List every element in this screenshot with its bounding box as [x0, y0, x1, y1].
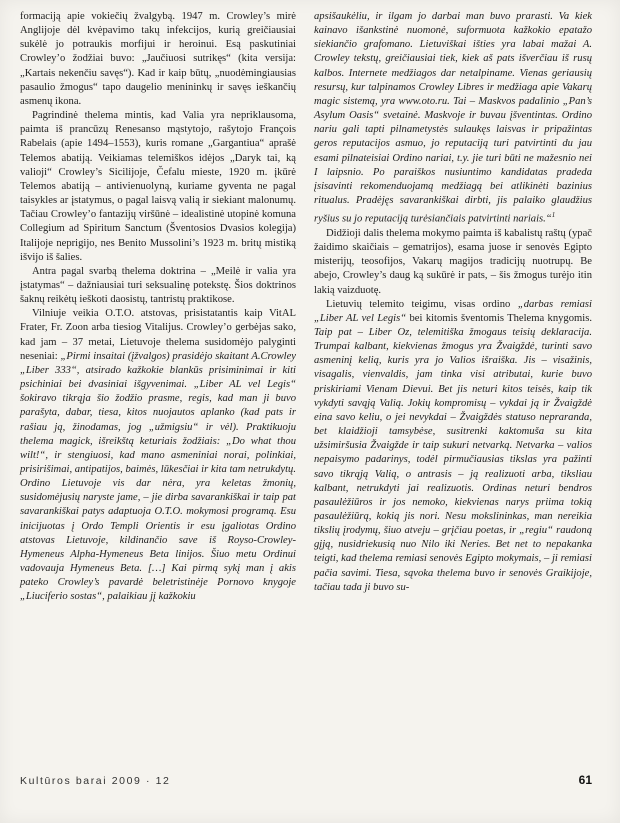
- quote-italic: Taip pat – Liber Oz, telemitiška žmogaus teisių deklaracija. Trumpai kalbant, kiekvienas žmogus yra Žvaigždė, turinti savo asmeninį kelią, kuris yra jo Valios išraiška. Jis – visažinis, visagalis, vienvaldis, jam tinka visi atributai, kurie buvo priskiriami Vienam Dievui. Bet jis neturi kitos teisės, kaip tik vykdyti savąją Valią. Jokių kompromisų – vykdai ją ir Žvaigždė eina savo keliu, o jei nevykdai – Žvaigždės statuso nepraranda, bet klaidžioji tamsybėse, susitrenki kaktomuša su kita užsimiršusia Žvaigžde ir taip sukuri netvarką. Netvarka – valios nepaisymo padarinys, todėl pirmučiausias tikslas yra pažinti savo tikrąją Valią, o antrasis – ją realizuoti arba, tiksliau kalbant, netrukdyti jai realizuotis. Ordinas neturi bendros pasaulėžiūros ir jos nemoko, kiekvienas narys priima tokią pasaulėžiūrą, kokią jis nori. Nesu mokslininkas, man nereikia tikslių įrodymų, šiuo atveju – grįčiau poetas, ir „regiu“ raudoną gįją, nusidriekusią nuo Nilo iki Neries. Bet net to nepakanka teigti, kad thelema remiasi senovės Egipto mokymais, – ji remiasi pačia savimi. Tiesa, sąvoka thelema buvo ir senovės Graikijoje, tačiau tada ji buvo su-: [314, 326, 592, 593]
- text-run: bei kitomis šventomis Thelema knygomis.: [406, 312, 592, 324]
- magazine-issue-label: Kultūros barai 2009 · 12: [20, 775, 171, 787]
- text-run: apsišaukėliu, ir ilgam jo darbai man buvo prarasti. Va kiek kainavo išankstinė nuomonė, suformuota kažkokio epatažo siekiančio grafomano. Lietuviškai išties yra labai mažai A. Crowley tekstų, greičiausiai tiek, kiek aš pats išverčiau iš rusų kalbos. Internete medžiagos dar netalpiname. Vienas geriausių resursų, kur talpinamos Crowley Libres ir medžiaga apie Vakarų magic sistemą, yra www.oto.ru. Tai – Maskvos padalinio „Pan’s Asylum Oasis“ svetainė. Maskvoje ir buvau įšventintas. Ordino nariu gali tapti pilnametystės sulaukęs laisvas ir pripažintas geros reputacijos asmuo, jo reputaciją turi patvirtinti du jau esami pilnateisiai Ordino nariai, t.y. jie turi būti ne mažesnio nei I laipsnio. Po paraiškos nusiuntimo kandidatas pradeda įsisavinti rekomenduojamą medžiagą bei atlikinėti bazinius ritualus. Pradėjęs savarankiškai dirbti, jis palaiko glaudžius ryšius su jo reputaciją turėsiančiais patvirtinti nariais.“: [314, 11, 592, 225]
- paragraph: Antra pagal svarbą thelema doktrina – „Meilė ir valia yra įstatymas“ – dažniausiai turi seksualinę potekstę. Šios doktrinos šaknų reikėtų ieškoti daosistų, tantristų praktikose.: [20, 265, 296, 306]
- paragraph: Didžioji dalis thelema mokymo paimta iš kabalistų raštų (ypač žaidimo skaičiais – gematrijos), esama juose ir senovės Egipto misterijų, teosofijos, Vakarų magijos tradicijų nuotrupų. Be abejo, Crowley’s daug ką sukūrė ir pats, – šis žmogus turėjo itin lakią vaizduotę.: [314, 227, 592, 296]
- left-text-column: [20, 10, 296, 605]
- paragraph: [314, 298, 592, 595]
- paragraph: [20, 307, 296, 604]
- right-text-column: [314, 10, 592, 595]
- quote-italic: „darbas remiasi „Liber AL vel Legis“: [314, 298, 592, 324]
- paragraph: formaciją apie vokiečių žvalgybą. 1947 m. Crowley’s mirė Anglijoje dėl kvėpavimo takų infekcijos, kurią greičiausiai sukėlė jo potraukis morfijui ir heroinui. Esą paskutiniai Crowley’o žodžiai buvo: „Jaučiuosi sutrikęs“ (kita versija: „Kartais nekenčiu savęs“). Kad ir kaip būtų, „nuodėmingiausias pasaulio žmogus“ tapo daugelio menininkų ir savęs ieškančių asmenų ikona.: [20, 11, 296, 107]
- paragraph: Pagrindinė thelema mintis, kad Valia yra nepriklausoma, paimta iš prancūzų Renesanso mąstytojo, rašytojo François Rabelais (apie 1494–1553), kuris romane „Gargantiua“ aprašė Telemos abatiją. Veikiamas telemiškos idėjos „Daryk tai, ką valioji“ Crowley’s Sicilijoje, Čefalu mieste, 1920 m. įkūrė Telemos abatiją – antivienuolyną, kuriame gyventa ne pagal taisykles ar įstatymus, o pagal laisvą valią ir siekiant malonumų. Tačiau Crowley’o fantazijų viršūnė – idealistinė utopinė komuna Collegium ad Spiritum Sanctum (Šventosios Dvasios kolegija) Italijoje neprigijo, nes Benito Mussolini’s 1923 m. britų mistiką išvijo iš šalies.: [20, 110, 296, 263]
- page-number: 61: [578, 773, 592, 787]
- footnote-marker: 1: [551, 211, 556, 220]
- text-run: Vilniuje veikia O.T.O. atstovas, prisistatantis kaip VitAL Frater, Fr. Zoon arba tiesiog Vitalijus. Crowley’o gerbėjas sako, kad jam – 37 metai, Lietuvoje thelema susidomėjo palyginti neseniai:: [20, 308, 296, 362]
- paragraph-quote-continuation: [314, 10, 592, 227]
- text-run: Lietuvių telemito teigimu, visas ordino: [326, 298, 518, 310]
- quote-italic: „Pirmi insaitai (įžvalgos) prasidėjo skaitant A.Crowley „Liber 333“, atsirado kažkokie blankūs prisiminimai ir kiti psichiniai bei dvasiniai išgyvenimai. „Liber AL vel Legis“ šokiravo tikrąja šio žodžio prasme, regis, kad man ji buvo parašyta, dabar, tiesa, kitos nuojautos aplanko (kad pats ir rašiau ją, žinodamas, jog „užmigsiu“ ir vėl). Praktikuoju thelema magick, išreikštą keturiais žodžiais: „Do what thou wilt!“, ir stengiuosi, kad mano asmeniniai norai, polinkiai, prisirišimai, antipatijos, baimės, lūkesčiai ir kita tam netrukdytų. Ordino Lietuvoje vis dar nėra, yra keletas žmonių, susidomėjusių naryste jame, – jie dirba savarankiškai ir taip pat savarankiškai patys adaptuoja O.T.O. mokymosi programą. Esu inicijuotas į Ordo Templi Orientis ir esu įgaliotas Ordino atstovas Lietuvoje, kildinančio save iš Royso-Crowley-Hymeneus Alpha-Hymeneus Beta linijos. Šiuo metu Ordinui vadovauja Hymeneus Beta. […] Kai pirmą sykį man į akis pateko Crowley’s pavardė beletristinėje Pornovo knygoje „Liuciferio sostas“, palaikiau jį kažkokiu: [20, 350, 296, 603]
- page-footer: [20, 775, 592, 791]
